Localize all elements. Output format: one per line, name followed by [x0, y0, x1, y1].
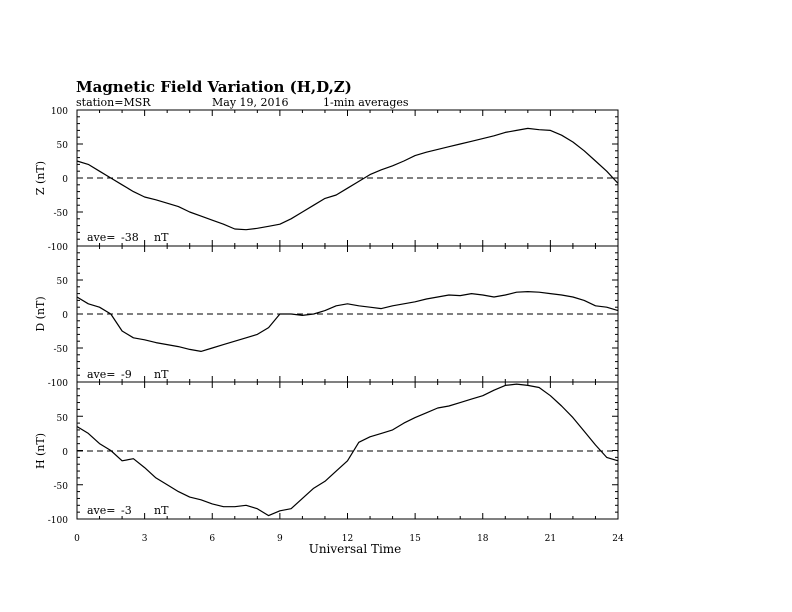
x-tick-label: 9 — [277, 534, 283, 544]
d-axis-label: D (nT) — [34, 296, 47, 332]
chart-title: Magnetic Field Variation (H,D,Z) — [76, 78, 352, 96]
date-label: May 19, 2016 — [212, 96, 289, 109]
x-tick-label: 24 — [612, 534, 624, 544]
h-y-ticks — [48, 414, 69, 526]
h-axis-label: H (nT) — [34, 432, 47, 470]
d-ave-label: ave= — [87, 368, 116, 381]
x-tick-label: 15 — [409, 534, 421, 544]
station-label: station=MSR — [76, 96, 151, 109]
h-panel — [34, 382, 618, 526]
z-axis-label: Z (nT) — [34, 160, 47, 196]
x-tick-label: 0 — [74, 534, 80, 544]
z-ave-label: ave= — [87, 231, 116, 244]
z-series-line — [77, 128, 618, 229]
h-y-tick-label: 0 — [62, 448, 68, 458]
x-tick-label: 21 — [544, 534, 557, 544]
h-y-tick-label: 50 — [56, 414, 68, 424]
d-y-ticks — [48, 277, 69, 389]
z-ave-unit: nT — [154, 231, 169, 244]
d-series-line — [77, 292, 618, 352]
z-y-tick-label: -50 — [53, 209, 68, 219]
d-ave-value: -9 — [121, 368, 132, 381]
averaging-label: 1-min averages — [323, 96, 409, 109]
x-tick-label: 18 — [477, 534, 489, 544]
d-y-tick-label: 50 — [56, 277, 68, 287]
d-y-tick-label: -100 — [47, 379, 68, 389]
x-tick-label: 6 — [209, 534, 216, 544]
d-y-tick-label: -50 — [53, 345, 68, 355]
z-y-ticks — [48, 107, 69, 253]
z-y-tick-label: 50 — [56, 141, 68, 151]
z-y-tick-label: -100 — [47, 243, 68, 253]
d-panel — [34, 246, 618, 389]
x-tick-label: 3 — [141, 534, 148, 544]
h-y-tick-label: -50 — [53, 482, 68, 492]
z-ave-value: -38 — [121, 231, 139, 244]
d-y-tick-label: 0 — [62, 311, 68, 321]
x-tick-label: 12 — [341, 534, 354, 544]
h-ave-unit: nT — [154, 504, 169, 517]
h-series-line — [77, 384, 618, 515]
h-y-tick-label: -100 — [47, 516, 68, 526]
x-axis-title: Universal Time — [308, 542, 402, 556]
d-ave-unit: nT — [154, 368, 169, 381]
z-y-tick-label: 0 — [62, 175, 68, 185]
z-y-tick-label: 100 — [50, 107, 68, 117]
h-ave-value: -3 — [121, 504, 132, 517]
h-ave-label: ave= — [87, 504, 116, 517]
